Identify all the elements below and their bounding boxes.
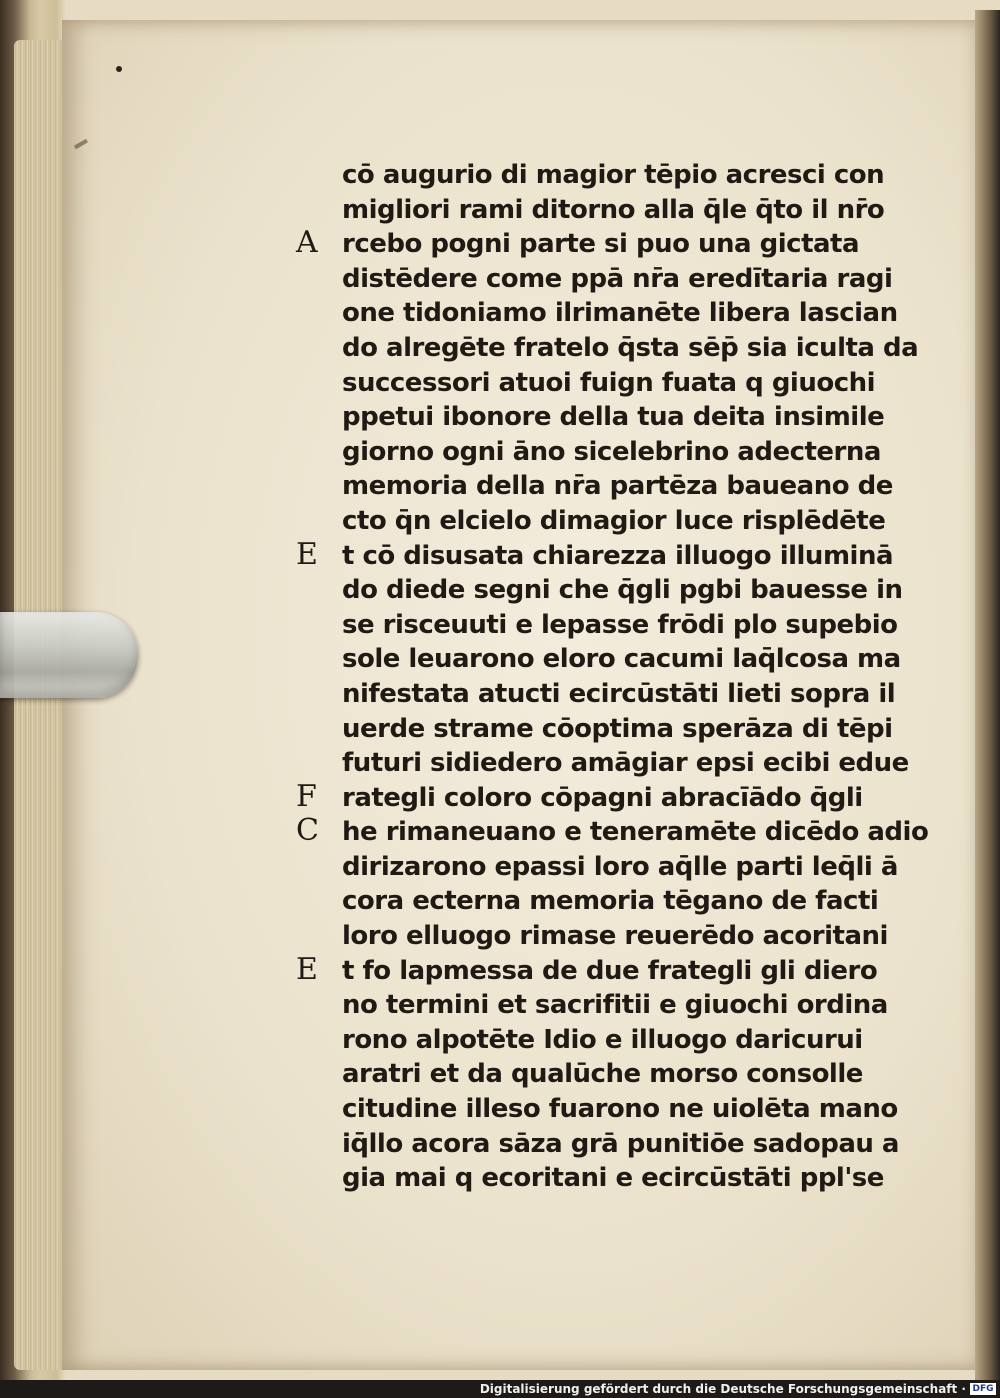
page-edges [14, 40, 62, 1370]
text-line [296, 1161, 884, 1196]
line-text: rono alpotēte Idio e illuogo daricurui [342, 1024, 863, 1055]
text-line [296, 504, 886, 539]
line-text: gia mai q ecoritani e ecircūstāti ppl'se [342, 1163, 884, 1194]
text-line [296, 919, 888, 954]
text-line [296, 813, 929, 850]
text-line [296, 746, 909, 781]
line-text: no termini et sacrifitii e giuochi ordina [342, 990, 888, 1021]
line-text: aratri et da qualūche morso consolle [342, 1059, 863, 1090]
line-text: t fo lapmessa de due frategli gli diero [342, 955, 878, 986]
text-line [296, 1127, 899, 1162]
line-text: cto q̄n elcielo dimagior luce risplēdēte [342, 505, 886, 536]
book-right-edge [975, 10, 1000, 1380]
line-text: uerde strame cōoptima sperāza di tēpi [342, 713, 893, 744]
line-text: citudine illeso fuarono ne uiolēta mano [342, 1094, 898, 1125]
text-line [296, 225, 860, 262]
line-text: do diede segni che q̄gli pgbi bauesse in [342, 575, 903, 606]
line-text: nifestata atucti ecircūstāti lieti sopra il [342, 678, 896, 709]
text-line [296, 366, 876, 401]
line-text: giorno ogni āno sicelebrino adecterna [342, 436, 881, 467]
text-line [296, 400, 885, 435]
line-text: t cō disusata chiarezza illuogo illuminā [342, 540, 893, 571]
line-text: rcebo pogni parte si puo una gictata [342, 229, 860, 260]
line-text: loro elluogo rimase reuerēdo acoritani [342, 921, 888, 952]
footer-credit: Digitalisierung gefördert durch die Deutsche Forschungsgemeinschaft · [479, 1382, 966, 1396]
line-text: futuri sidiedero amāgiar epsi ecibi edue [342, 748, 909, 779]
text-line [296, 193, 885, 228]
line-text: migliori rami ditorno alla q̄le q̄to il nr̄o [342, 194, 885, 225]
footer-bar [0, 1380, 1000, 1398]
line-text: do alregēte fratelo q̄sta sēp̄ sia iculta da [342, 332, 919, 363]
ink-mark [116, 66, 122, 72]
line-text: cora ecterna memoria tēgano de facti [342, 886, 879, 917]
section-initial: A [296, 225, 318, 261]
line-text: memoria della nr̄a partēza baueano de [342, 471, 893, 502]
page-text [296, 158, 929, 1196]
text-line [296, 573, 903, 608]
line-text: one tidoniamo ilrimanēte libera lascian [342, 298, 898, 329]
section-initial: C [296, 813, 319, 849]
dfg-logo-icon: DFG [970, 1383, 996, 1395]
text-line [296, 469, 893, 504]
text-line [296, 1057, 863, 1092]
line-text: iq̄llo acora sāza grā punitiōe sadopau a [342, 1128, 899, 1159]
text-line [296, 435, 881, 470]
section-initial: E [296, 951, 318, 987]
section-initial: F [296, 778, 317, 814]
text-line [296, 884, 879, 919]
text-line [296, 988, 888, 1023]
line-text: se risceuuti e lepasse frōdi plo supebio [342, 609, 898, 640]
line-text: sole leuarono eloro cacumi laq̄lcosa ma [342, 644, 901, 675]
text-line [296, 1092, 898, 1127]
text-line [296, 296, 898, 331]
line-text: successori atuoi fuign fuata q giuochi [342, 367, 876, 398]
text-line [296, 850, 898, 885]
text-line [296, 951, 878, 989]
text-line [296, 712, 893, 747]
line-text: cō augurio di magior tēpio acresci con [342, 160, 885, 190]
book-clip [0, 612, 138, 698]
text-line [296, 677, 896, 712]
text-line [296, 331, 919, 366]
line-text: he rimaneuano e teneramēte dicēdo adio [342, 817, 929, 848]
section-initial: E [296, 536, 318, 572]
text-line [296, 608, 898, 643]
text-line [296, 536, 893, 574]
text-line [296, 1023, 863, 1058]
line-text: rategli coloro cōpagni abracīādo q̄gli [342, 782, 863, 813]
text-line [296, 262, 893, 297]
line-text: dirizarono epassi loro aq̄lle parti leq̄li ā [342, 851, 898, 882]
text-line [296, 642, 901, 677]
line-text: distēdere come ppā nr̄a eredītaria ragi [342, 263, 893, 294]
line-text: ppetui ibonore della tua deita insimile [342, 402, 885, 433]
text-line [296, 778, 863, 816]
text-line [296, 158, 885, 193]
